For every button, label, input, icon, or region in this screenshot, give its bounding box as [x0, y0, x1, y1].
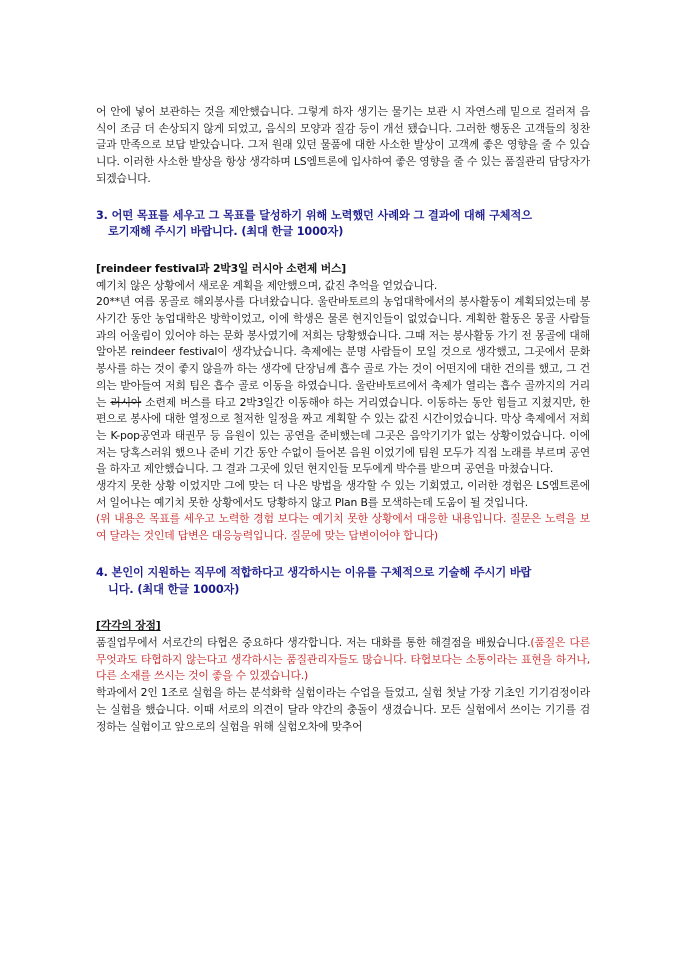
section-3-review-note: (위 내용은 목표를 세우고 노력한 경험 보다는 예기치 못한 상황에서 대응한 내용입니다. 질문은 노력을 보여 달라는 것인데 답변은 대응능력입니다. 질문에 맞는 답변이어야 합니다)	[96, 512, 590, 543]
section-3-text-a: 예기치 않은 상황에서 새로운 계획을 제안했으며, 값진 추억을 얻었습니다.	[96, 278, 438, 292]
section-3-text-b-before: 20**년 여름 몽골로 해외봉사를 다녀왔습니다. 울란바토르의 농업대학에서의 봉사활동이 계획되었는데 봉사기간 동안 농업대학은 방학이었고, 이에 학생은 물론 현지인들이 없었습니다. 계획한 활동은 몽골 사람들과의 어울림이 있어야 하는 문화 봉사였기에 저희는 당황했습니다. 그때 저는 봉사활동 가기 전 몽골에 대해 알아본 reindeer festival이 생각났습니다. 축제에는 분명 사람들이 모일 것으로 생각했고, 그곳에서 문화 봉사를 하는 것이 좋지 않을까 하는 생각에 단장님께 흡수 골로 가는 것이 어떤지에 대한 건의를 했고, 그 건의는 받아들여 저희 팀은 흡수 골로 이동을 하였습니다. 울란바토르에서 축제가 열리는 흡수 골까지의 거리는	[96, 295, 590, 409]
question-3	[96, 208, 590, 241]
question-3-line2: 로기재해 주시기 바랍니다. (최대 한글 1000자)	[108, 225, 344, 239]
question-4	[96, 565, 590, 598]
section-4-header-text: [각각의 장점]	[96, 619, 161, 633]
section-4-text-a-black: 품질업무에서 서로간의 타협은 중요하다 생각합니다. 저는 대화를 통한 해결점을 배웠습니다.	[96, 635, 531, 649]
section-3-text-c: 생각지 못한 상황 이었지만 그에 맞는 더 나은 방법을 생각할 수 있는 기회였고, 이러한 경험은 LS엠트론에서 일어나는 예기치 못한 상황에서도 당황하지 않고 Plan B를 모색하는데 도움이 될 것입니다.	[96, 479, 590, 509]
document-body	[96, 104, 590, 735]
section-4-text-b: 학과에서 2인 1조로 실험을 하는 분석화학 실험이라는 수업을 들었고, 실험 첫날 가장 기초인 기기검정이라는 실험을 했습니다. 이때 서로의 의견이 달라 약간의 충돌이 생겼습니다. 모든 실험에서 쓰이는 기기를 검정하는 실험이고 앞으로의 실험을 위해 실험오차에 맞추어	[96, 686, 590, 733]
section-4-text-a	[96, 635, 590, 685]
section-3-header: [reindeer festival과 2박3일 러시아 소련제 버스]	[96, 261, 347, 275]
section-4-review-note: (품질은 다른 무엇과도 타협하지 않는다고 생각하시는 품질관리자들도 많습니다. 타협보다는 소통이라는 표현을 하거나, 다른 소재를 쓰시는 것이 좋을 수 있겠습니다.)	[96, 635, 591, 683]
question-4-line1: 4. 본인이 지원하는 직무에 적합하다고 생각하시는 이유를 구체적으로 기술해 주시기 바랍	[96, 565, 532, 579]
section-4-header	[96, 618, 590, 635]
struck-word: 러시아	[110, 395, 142, 409]
question-4-line2: 니다. (최대 한글 1000자)	[108, 582, 240, 596]
section-3-text-b	[96, 294, 590, 478]
section-3-text-b-after: 소련제 버스를 타고 2박3일간 이동해야 하는 거리였습니다. 이동하는 동안 힘들고 지쳤지만, 한편으로 봉사에 대한 열정으로 철저한 일정을 짜고 계획할 수 있는 값진 시간이었습니다. 막상 축제에서 저희는 K-pop공연과 태권무 등 음원이 있는 공연을 준비했는데 그곳은 음악기기가 없는 상황이었습니다. 이에 저는 당혹스러워 했으나 준비 기간 동안 수없이 들어본 음원 이었기에 팀원 모두가 직접 노래를 부르며 공연을 하자고 제안했습니다. 그 결과 그곳에 있던 현지인들 모두에게 박수를 받으며 공연을 마쳤습니다.	[96, 395, 590, 476]
question-3-line1: 3. 어떤 목표를 세우고 그 목표를 달성하기 위해 노력했던 사례와 그 결과에 대해 구체적으	[96, 208, 532, 222]
intro-paragraph: 어 안에 넣어 보관하는 것을 제안했습니다. 그렇게 하자 생기는 물기는 보관 시 자연스레 밑으로 걸러져 음식이 조금 더 손상되지 않게 되었고, 음식의 모양과 질감 등이 개선 됐습니다. 그러한 행동은 고객들의 칭찬 글과 만족으로 보답 받았습니다. 그저 원래 있던 물품에 대한 사소한 발상이 고객께 좋은 영향을 줄 수 있습니다. 이러한 사소한 발상을 항상 생각하며 LS엠트론에 입사하여 좋은 영향을 줄 수 있는 품질관리 담당자가 되겠습니다.	[96, 105, 590, 185]
